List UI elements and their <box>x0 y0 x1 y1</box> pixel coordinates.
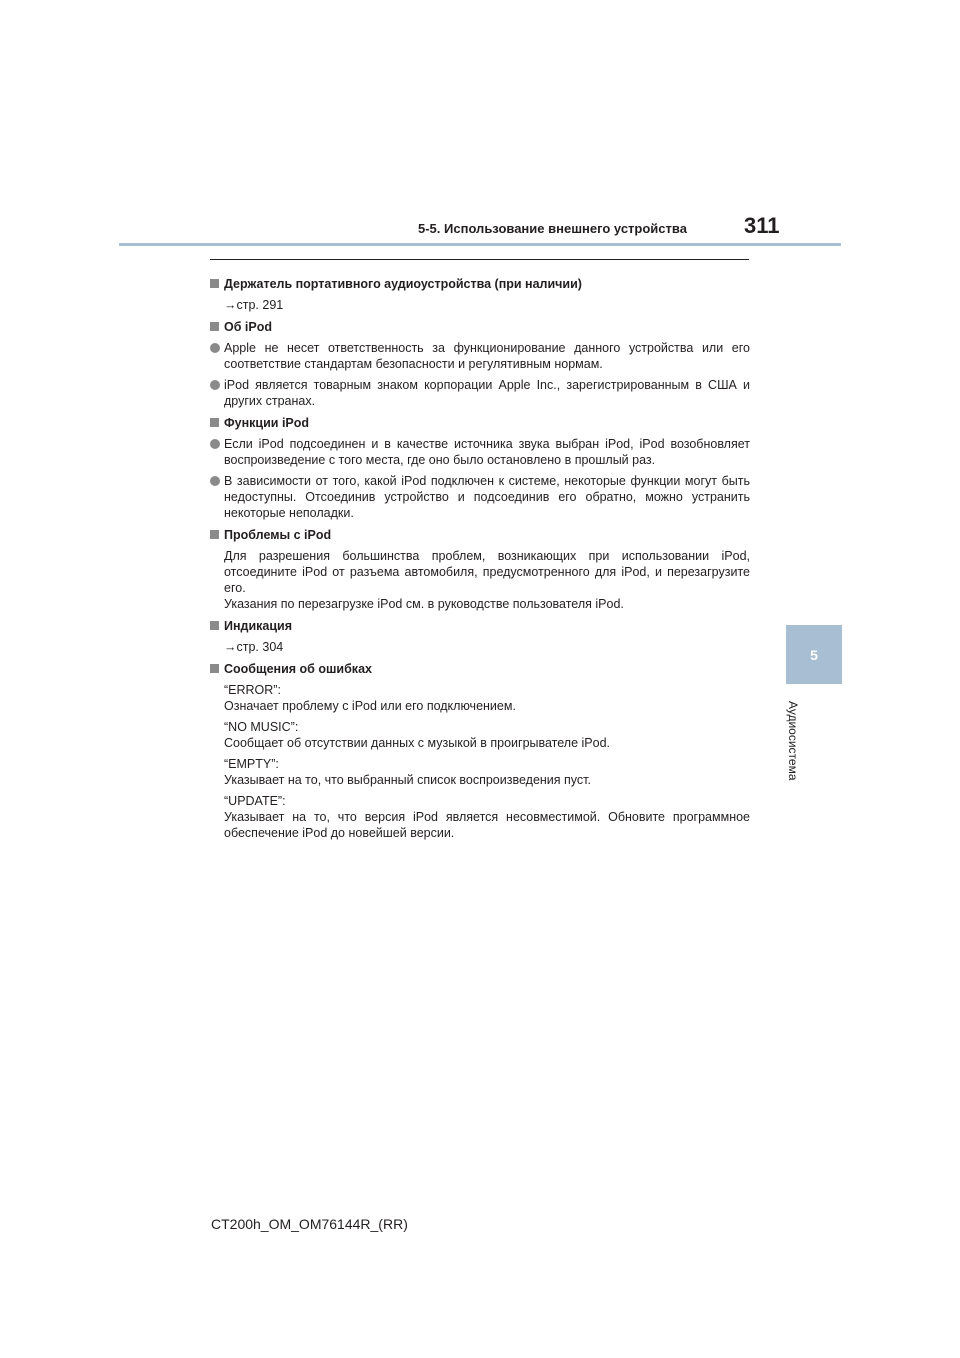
section-heading: Об iPod <box>210 319 750 335</box>
square-bullet-icon <box>210 530 219 539</box>
bullet-item: Apple не несет ответственность за функционирование данного устройства или его соответствие стандартам безопасности и регулятивным нормам. <box>210 340 750 372</box>
square-bullet-icon <box>210 418 219 427</box>
error-message-item: “EMPTY”: Указывает на то, что выбранный список воспроизведения пуст. <box>224 757 591 787</box>
header-rule <box>119 243 841 246</box>
chapter-section-title: 5-5. Использование внешнего устройства <box>418 221 687 236</box>
bullet-item: iPod является товарным знаком корпорации Apple Inc., зарегистрированным в США и других странах. <box>210 377 750 409</box>
chapter-tab <box>786 625 842 684</box>
circle-bullet-icon <box>210 343 220 353</box>
circle-bullet-icon <box>210 476 220 486</box>
chapter-tab-label: Аудиосистема <box>786 701 800 781</box>
section-heading: Держатель портативного аудиоустройства (при наличии) <box>210 276 750 292</box>
page-reference: →стр. 291 <box>224 298 284 312</box>
circle-bullet-icon <box>210 439 220 449</box>
error-message-item: “UPDATE”: Указывает на то, что версия iPod является несовместимой. Обновите программное обеспечение iPod до новейшей версии. <box>224 794 750 840</box>
square-bullet-icon <box>210 279 219 288</box>
document-code: CT200h_OM_OM76144R_(RR) <box>211 1216 408 1232</box>
square-bullet-icon <box>210 621 219 630</box>
bullet-item: Если iPod подсоединен и в качестве источника звука выбран iPod, iPod возобновляет воспроизведение с того места, где оно было остановлено в прошлый раз. <box>210 436 750 468</box>
section-heading: Индикация <box>210 618 750 634</box>
paragraph: Для разрешения большинства проблем, возникающих при использовании iPod, отсоедините iPod от разъема автомобиля, предусмотренного для iPod, и перезагрузите его. Указания по перезагрузке iPod см. в руководстве пользователя iPod. <box>224 549 750 611</box>
circle-bullet-icon <box>210 380 220 390</box>
section-rule <box>210 259 749 260</box>
page-number: 311 <box>744 213 780 238</box>
chapter-tab-number: 5 <box>810 646 818 663</box>
page-reference: →стр. 304 <box>224 640 284 654</box>
error-message-item: “NO MUSIC”: Сообщает об отсутствии данных с музыкой в проигрывателе iPod. <box>224 720 611 750</box>
square-bullet-icon <box>210 664 219 673</box>
square-bullet-icon <box>210 322 219 331</box>
page-content <box>210 270 750 846</box>
section-heading: Сообщения об ошибках <box>210 661 750 677</box>
bullet-item: В зависимости от того, какой iPod подключен к системе, некоторые функции могут быть недоступны. Отсоединив устройство и подсоединив его обратно, можно устранить некоторые неполадки. <box>210 473 750 521</box>
section-heading: Функции iPod <box>210 415 750 431</box>
section-heading: Проблемы с iPod <box>210 527 750 543</box>
error-message-item: “ERROR”: Означает проблему с iPod или его подключением. <box>224 683 516 713</box>
